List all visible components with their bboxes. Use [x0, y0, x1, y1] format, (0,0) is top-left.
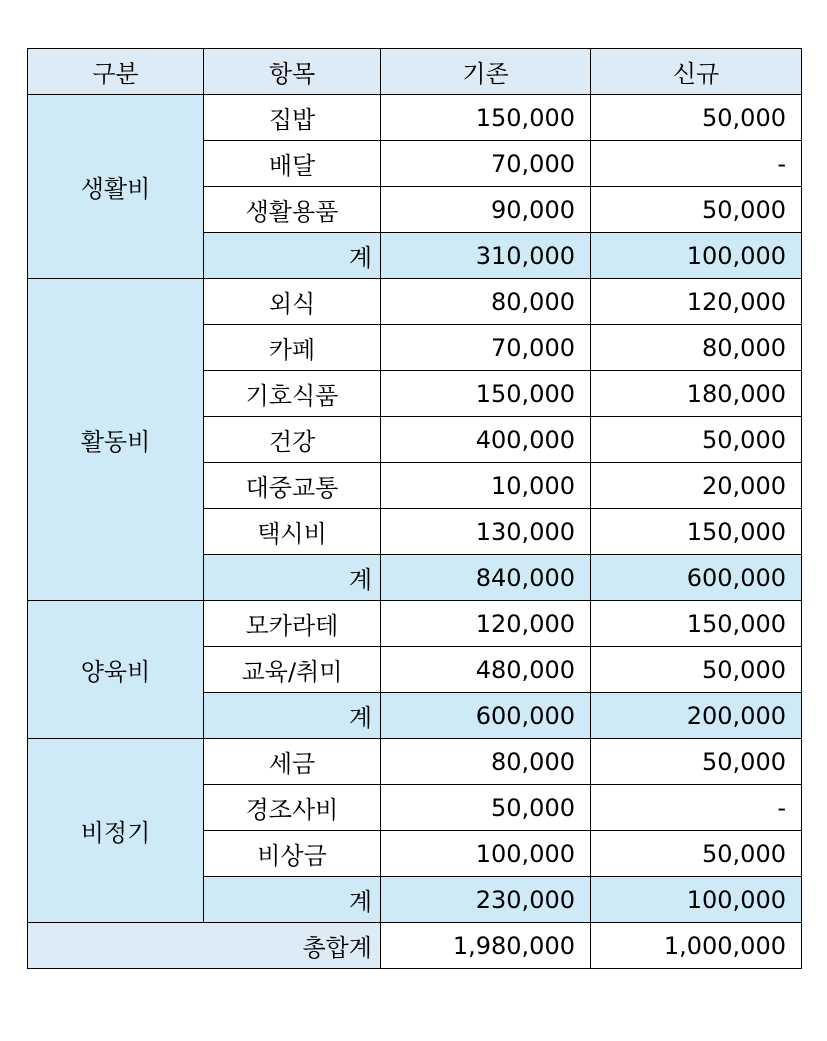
grand-total-existing: 1,980,000 [381, 923, 591, 969]
subtotal-existing: 310,000 [381, 233, 591, 279]
table-body [28, 95, 802, 969]
category-cell: 양육비 [28, 601, 204, 739]
new-amount: - [591, 141, 802, 187]
header-item: 항목 [204, 49, 381, 95]
new-amount: 120,000 [591, 279, 802, 325]
new-amount: 20,000 [591, 463, 802, 509]
subtotal-new: 100,000 [591, 233, 802, 279]
existing-amount: 10,000 [381, 463, 591, 509]
header-existing: 기존 [381, 49, 591, 95]
subtotal-existing: 230,000 [381, 877, 591, 923]
existing-amount: 400,000 [381, 417, 591, 463]
table-row [28, 601, 802, 647]
existing-amount: 70,000 [381, 325, 591, 371]
table-row [28, 279, 802, 325]
existing-amount: 70,000 [381, 141, 591, 187]
category-cell: 비정기 [28, 739, 204, 923]
new-amount: 150,000 [591, 601, 802, 647]
grand-total-new: 1,000,000 [591, 923, 802, 969]
item-cell: 배달 [204, 141, 381, 187]
subtotal-existing: 600,000 [381, 693, 591, 739]
new-amount: 150,000 [591, 509, 802, 555]
existing-amount: 80,000 [381, 279, 591, 325]
existing-amount: 50,000 [381, 785, 591, 831]
new-amount: 80,000 [591, 325, 802, 371]
item-cell: 생활용품 [204, 187, 381, 233]
new-amount: 50,000 [591, 187, 802, 233]
subtotal-new: 600,000 [591, 555, 802, 601]
header-category: 구분 [28, 49, 204, 95]
existing-amount: 120,000 [381, 601, 591, 647]
new-amount: 50,000 [591, 647, 802, 693]
item-cell: 집밥 [204, 95, 381, 141]
new-amount: 50,000 [591, 417, 802, 463]
existing-amount: 90,000 [381, 187, 591, 233]
existing-amount: 150,000 [381, 95, 591, 141]
subtotal-label: 계 [204, 877, 381, 923]
item-cell: 비상금 [204, 831, 381, 877]
item-cell: 기호식품 [204, 371, 381, 417]
item-cell: 세금 [204, 739, 381, 785]
new-amount: - [591, 785, 802, 831]
new-amount: 50,000 [591, 95, 802, 141]
item-cell: 건강 [204, 417, 381, 463]
subtotal-new: 200,000 [591, 693, 802, 739]
table-row [28, 95, 802, 141]
category-cell: 생활비 [28, 95, 204, 279]
existing-amount: 150,000 [381, 371, 591, 417]
grand-total-label: 총합계 [28, 923, 381, 969]
subtotal-label: 계 [204, 693, 381, 739]
table-row [28, 739, 802, 785]
item-cell: 택시비 [204, 509, 381, 555]
item-cell: 모카라테 [204, 601, 381, 647]
budget-table [27, 48, 802, 969]
grand-total-row [28, 923, 802, 969]
existing-amount: 80,000 [381, 739, 591, 785]
existing-amount: 480,000 [381, 647, 591, 693]
subtotal-new: 100,000 [591, 877, 802, 923]
new-amount: 50,000 [591, 831, 802, 877]
category-cell: 활동비 [28, 279, 204, 601]
item-cell: 대중교통 [204, 463, 381, 509]
item-cell: 카페 [204, 325, 381, 371]
header-new: 신규 [591, 49, 802, 95]
subtotal-label: 계 [204, 555, 381, 601]
existing-amount: 130,000 [381, 509, 591, 555]
new-amount: 180,000 [591, 371, 802, 417]
item-cell: 외식 [204, 279, 381, 325]
new-amount: 50,000 [591, 739, 802, 785]
item-cell: 교육/취미 [204, 647, 381, 693]
item-cell: 경조사비 [204, 785, 381, 831]
header-row [28, 49, 802, 95]
existing-amount: 100,000 [381, 831, 591, 877]
subtotal-label: 계 [204, 233, 381, 279]
subtotal-existing: 840,000 [381, 555, 591, 601]
